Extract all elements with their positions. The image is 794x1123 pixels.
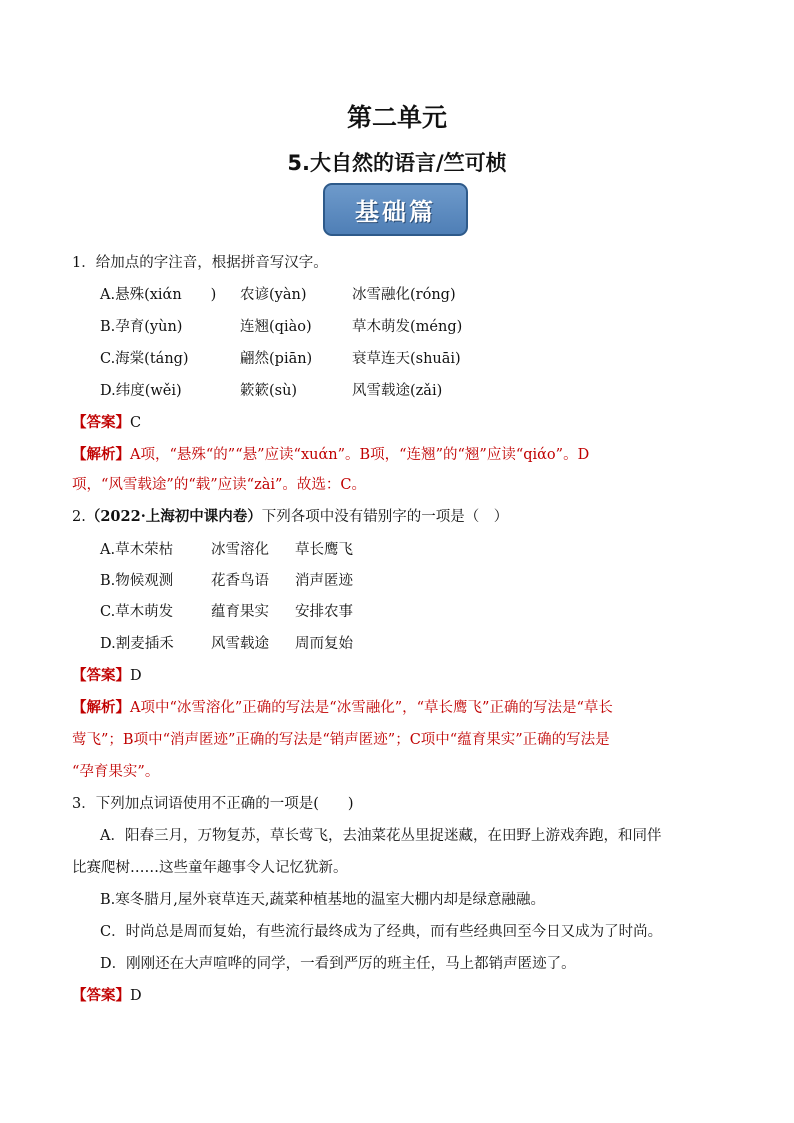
question-1-stem: 1．给加点的字注音，根据拼音写汉字。	[72, 255, 328, 271]
q2-answer	[72, 664, 142, 685]
q2-option-d-1: D.割麦插禾	[100, 636, 174, 652]
answer-label: 【答案】	[72, 667, 130, 684]
question-2-stem	[72, 505, 508, 526]
answer-value: D	[130, 668, 142, 684]
section-badge: 基础篇	[323, 183, 468, 236]
q1-option-d-1: D.纬度(wěi)	[100, 383, 182, 399]
answer-value: D	[130, 988, 142, 1004]
q2-option-c-1: C.草木萌发	[100, 604, 174, 620]
q1-option-b-1: B.孕育(yùn)	[100, 319, 183, 335]
unit-title: 第二单元	[346, 103, 447, 132]
answer-label: 【答案】	[72, 987, 130, 1004]
analysis-label: 【解析】	[72, 446, 130, 463]
q2-option-d-2: 风雪载途	[211, 636, 269, 652]
q2-option-a-2: 冰雪溶化	[211, 542, 269, 558]
q3-option-b: B.寒冬腊月,屋外衰草连天,蔬菜种植基地的温室大棚内却是绿意融融。	[100, 892, 545, 908]
q2-option-d-3: 周而复始	[295, 636, 353, 652]
q2-option-b-1: B.物候观测	[100, 573, 174, 589]
analysis-text: A项中“冰雪溶化”正确的写法是“冰雪融化”，“草长鹰飞”正确的写法是“草长	[130, 700, 613, 716]
q1-option-a-2: 农谚(yàn)	[240, 287, 307, 303]
analysis-label: 【解析】	[72, 699, 130, 716]
q1-analysis-line-1	[72, 443, 589, 464]
q3-option-c: C．时尚总是周而复始，有些流行最终成为了经典，而有些经典回至今日又成为了时尚。	[100, 924, 663, 940]
answer-label: 【答案】	[72, 414, 130, 431]
q2-option-a-1: A.草木荣枯	[100, 542, 174, 558]
q1-option-a-1: A.悬殊(xiάn )	[100, 287, 217, 303]
answer-value: C	[130, 415, 142, 431]
q3-option-d: D．刚刚还在大声喧哗的同学，一看到严厉的班主任，马上都销声匿迹了。	[100, 956, 576, 972]
q1-option-b-2: 连翘(qiào)	[240, 319, 312, 335]
q2-option-c-2: 蕴育果实	[211, 604, 269, 620]
q1-answer	[72, 411, 141, 432]
q2-analysis-line-1	[72, 696, 613, 717]
q2-option-b-2: 花香鸟语	[211, 573, 269, 589]
analysis-text: A项，“悬殊“的”“悬”应读“xuάn”。B项，“连翘”的“翘”应读“qiάo”。D	[130, 447, 590, 463]
q1-option-a-3: 冰雪融化(róng)	[352, 287, 456, 303]
q3-option-a-line-1: A．阳春三月，万物复苏，草长莺飞，去油菜花丛里捉迷藏，在田野上游戏奔跑，和同伴	[100, 828, 662, 844]
q2-analysis-line-2: 莺飞”；B项中“消声匿迹”正确的写法是“销声匿迹”；C项中“蕴育果实”正确的写法是	[72, 732, 610, 748]
q1-option-c-1: C.海棠(táng)	[100, 351, 189, 367]
q2-option-b-3: 消声匿迹	[295, 573, 353, 589]
question-2-text: 下列各项中没有错别字的一项是（ ）	[261, 509, 509, 525]
lesson-title: 5.大自然的语言/竺可桢	[287, 151, 507, 175]
q2-option-a-3: 草长鹰飞	[295, 542, 353, 558]
q2-option-c-3: 安排农事	[295, 604, 353, 620]
q3-option-a-line-2: 比赛爬树……这些童年趣事令人记忆犹新。	[72, 860, 348, 876]
question-2-source: （2022·上海初中课内卷）	[85, 508, 262, 525]
q1-option-c-3: 衰草连天(shuāi)	[352, 351, 461, 367]
q1-analysis-line-2: 项，“风雪载途”的“载”应读“zài”。故选：C。	[72, 477, 366, 493]
q1-option-b-3: 草木萌发(méng)	[352, 319, 463, 335]
q2-analysis-line-3: “孕育果实”。	[72, 764, 160, 780]
question-3-stem: 3．下列加点词语使用不正确的一项是( )	[72, 796, 354, 812]
question-2-number: 2.	[72, 509, 86, 525]
q3-answer	[72, 984, 142, 1005]
q1-option-c-2: 翩然(piān)	[240, 351, 313, 367]
q1-option-d-3: 风雪载途(zǎi)	[352, 383, 443, 399]
q1-option-d-2: 簌簌(sù)	[240, 383, 298, 399]
